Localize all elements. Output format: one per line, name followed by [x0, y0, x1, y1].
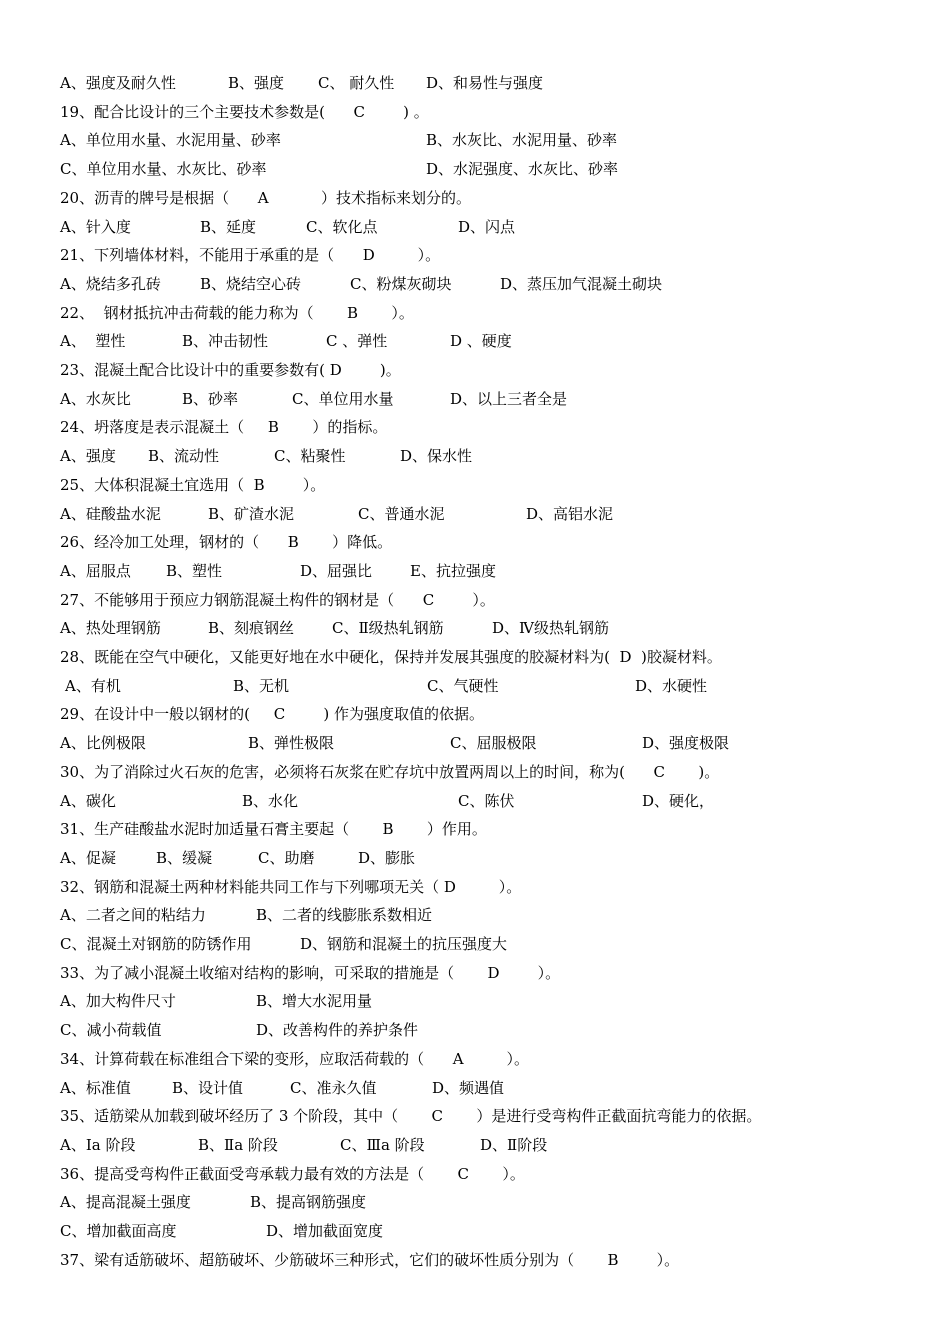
option-text: C、准永久值 — [290, 1078, 377, 1097]
option-text: C、屈服极限 — [450, 734, 537, 753]
question-text: 36、提高受弯构件正截面受弯承载力最有效的方法是（ C ）。 — [60, 1164, 525, 1183]
option-text: D、Ⅳ级热轧钢筋 — [492, 619, 610, 638]
option-text: C、混凝土对钢筋的防锈作用 — [60, 935, 252, 953]
option-text: D、水硬性 — [635, 676, 708, 695]
question-text: 34、计算荷载在标准组合下梁的变形，应取活荷载的（ A ）。 — [60, 1049, 529, 1068]
option-text: C、陈伏 — [458, 791, 515, 810]
question-text: 20、沥青的牌号是根据（ A ）技术指标来划分的。 — [60, 188, 471, 207]
option-text: C、气硬性 — [427, 676, 499, 695]
option-text: D、强度极限 — [642, 734, 730, 753]
option-text: D、硬化， — [642, 791, 715, 810]
question-text: 37、梁有适筋破坏、超筋破坏、少筋破坏三种形式，它们的破坏性质分别为（ B ）。 — [60, 1250, 680, 1269]
option-text: C、单位用水量 — [292, 389, 394, 408]
option-text: D、保水性 — [400, 447, 473, 466]
option-text: B、流动性 — [148, 447, 220, 466]
option-text: D、增加截面宽度 — [266, 1222, 384, 1240]
question-text: 23、混凝土配合比设计中的重要参数有( D )。 — [60, 361, 401, 379]
option-text: C、软化点 — [306, 217, 378, 236]
question-text: 21、下列墙体材料，不能用于承重的是（ D ）。 — [60, 246, 441, 265]
option-text: D、和易性与强度 — [426, 74, 544, 92]
option-text: D、Ⅱ阶段 — [480, 1135, 548, 1154]
option-text: B、水化 — [242, 791, 299, 810]
option-text: B、烧结空心砖 — [200, 274, 302, 293]
option-text: C、单位用水量、水灰比、砂率 — [60, 160, 267, 179]
option-text: A、针入度 — [60, 217, 131, 236]
question-text: 28、既能在空气中硬化，又能更好地在水中硬化，保持并发展其强度的胶凝材料为( D )胶凝材料。 — [60, 648, 722, 666]
option-text: A、强度 — [60, 447, 116, 466]
option-text: D、屈强比 — [300, 561, 373, 580]
option-text: B、矿渣水泥 — [208, 504, 295, 523]
option-text: A、水灰比 — [60, 389, 131, 408]
option-text: B、缓凝 — [156, 848, 213, 867]
option-text: D、频遇值 — [432, 1078, 505, 1097]
option-text: A、热处理钢筋 — [60, 619, 161, 638]
question-text: 25、大体积混凝土宜选用（ B ）。 — [60, 475, 326, 494]
option-text: D、膨胀 — [358, 848, 416, 867]
option-text: C 、弹性 — [326, 332, 388, 351]
option-text: B、设计值 — [172, 1078, 244, 1097]
option-text: A、加大构件尺寸 — [60, 992, 176, 1011]
question-text: 26、经冷加工处理，钢材的（ B ）降低。 — [60, 533, 393, 552]
option-text: B、弹性极限 — [248, 734, 335, 753]
option-text: C、普通水泥 — [358, 504, 445, 523]
option-text: A、促凝 — [60, 848, 116, 867]
option-text: C、Ⅱ级热轧钢筋 — [332, 619, 444, 638]
option-text: D、以上三者全是 — [450, 389, 568, 408]
option-text: D 、硬度 — [450, 332, 512, 351]
option-text: D、蒸压加气混凝土砌块 — [500, 274, 663, 293]
option-text: A、屈服点 — [60, 561, 131, 580]
option-text: A、有机 — [65, 676, 121, 695]
option-text: A、硅酸盐水泥 — [60, 504, 161, 523]
option-text: C、助磨 — [258, 848, 315, 867]
option-text: A、强度及耐久性 — [60, 74, 176, 92]
option-text: A、Ⅰa 阶段 — [60, 1135, 136, 1154]
option-text: D、改善构件的养护条件 — [256, 1021, 419, 1040]
option-text: B、砂率 — [182, 389, 239, 408]
question-text: 32、钢筋和混凝土两种材料能共同工作与下列哪项无关（ D ）。 — [60, 877, 522, 896]
question-text: 19、配合比设计的三个主要技术参数是( C ) 。 — [60, 102, 429, 121]
option-text: C、增加截面高度 — [60, 1222, 177, 1240]
option-text: D、水泥强度、水灰比、砂率 — [426, 160, 619, 179]
option-text: E、抗拉强度 — [410, 561, 496, 580]
option-text: B、延度 — [200, 217, 257, 236]
option-text: B、增大水泥用量 — [256, 992, 373, 1011]
option-text: D、高铝水泥 — [526, 504, 614, 523]
option-text: A、标准值 — [60, 1078, 131, 1097]
option-text: B、提高钢筋强度 — [250, 1193, 367, 1212]
option-text: D、钢筋和混凝土的抗压强度大 — [300, 935, 508, 953]
option-text: C、减小荷载值 — [60, 1021, 162, 1040]
question-text: 33、为了减小混凝土收缩对结构的影响，可采取的措施是（ D ）。 — [60, 963, 561, 982]
option-text: B、水灰比、水泥用量、砂率 — [426, 131, 618, 150]
option-text: B、冲击韧性 — [182, 332, 269, 351]
option-text: C、粘聚性 — [274, 447, 346, 466]
option-text: A、烧结多孔砖 — [60, 274, 161, 293]
option-text: B、Ⅱa 阶段 — [198, 1135, 278, 1154]
question-text: 24、坍落度是表示混凝土（ B ）的指标。 — [60, 418, 388, 437]
option-text: A、提高混凝土强度 — [60, 1193, 191, 1212]
question-text: 31、生产硅酸盐水泥时加适量石膏主要起（ B ）作用。 — [60, 820, 487, 839]
option-text: A、单位用水量、水泥用量、砂率 — [60, 131, 281, 150]
option-text: C、 耐久性 — [318, 74, 395, 92]
option-text: B、塑性 — [166, 561, 223, 580]
option-text: A、二者之间的粘结力 — [60, 906, 206, 925]
option-text: B、无机 — [233, 676, 290, 695]
question-text: 27、不能够用于预应力钢筋混凝土构件的钢材是（ C ）。 — [60, 590, 495, 609]
option-text: B、强度 — [228, 74, 285, 92]
option-text: A、碳化 — [60, 791, 116, 810]
question-text: 35、适筋梁从加载到破坏经历了 3 个阶段，其中（ C ）是进行受弯构件正截面抗弯能力的依据。 — [60, 1107, 762, 1126]
question-text: 30、为了消除过火石灰的危害，必须将石灰浆在贮存坑中放置两周以上的时间，称为( C )。 — [60, 762, 720, 781]
option-text: B、二者的线膨胀系数相近 — [256, 906, 433, 925]
option-text: D、闪点 — [458, 217, 516, 236]
option-text: C、Ⅲa 阶段 — [340, 1135, 425, 1154]
question-text: 22、 钢材抵抗冲击荷载的能力称为（ B ）。 — [60, 303, 414, 322]
option-text: C、粉煤灰砌块 — [350, 274, 452, 293]
option-text: A、 塑性 — [60, 332, 126, 351]
question-text: 29、在设计中一般以钢材的( C ) 作为强度取值的依据。 — [60, 705, 485, 724]
option-text: A、比例极限 — [60, 734, 146, 753]
option-text: B、刻痕钢丝 — [208, 619, 295, 638]
